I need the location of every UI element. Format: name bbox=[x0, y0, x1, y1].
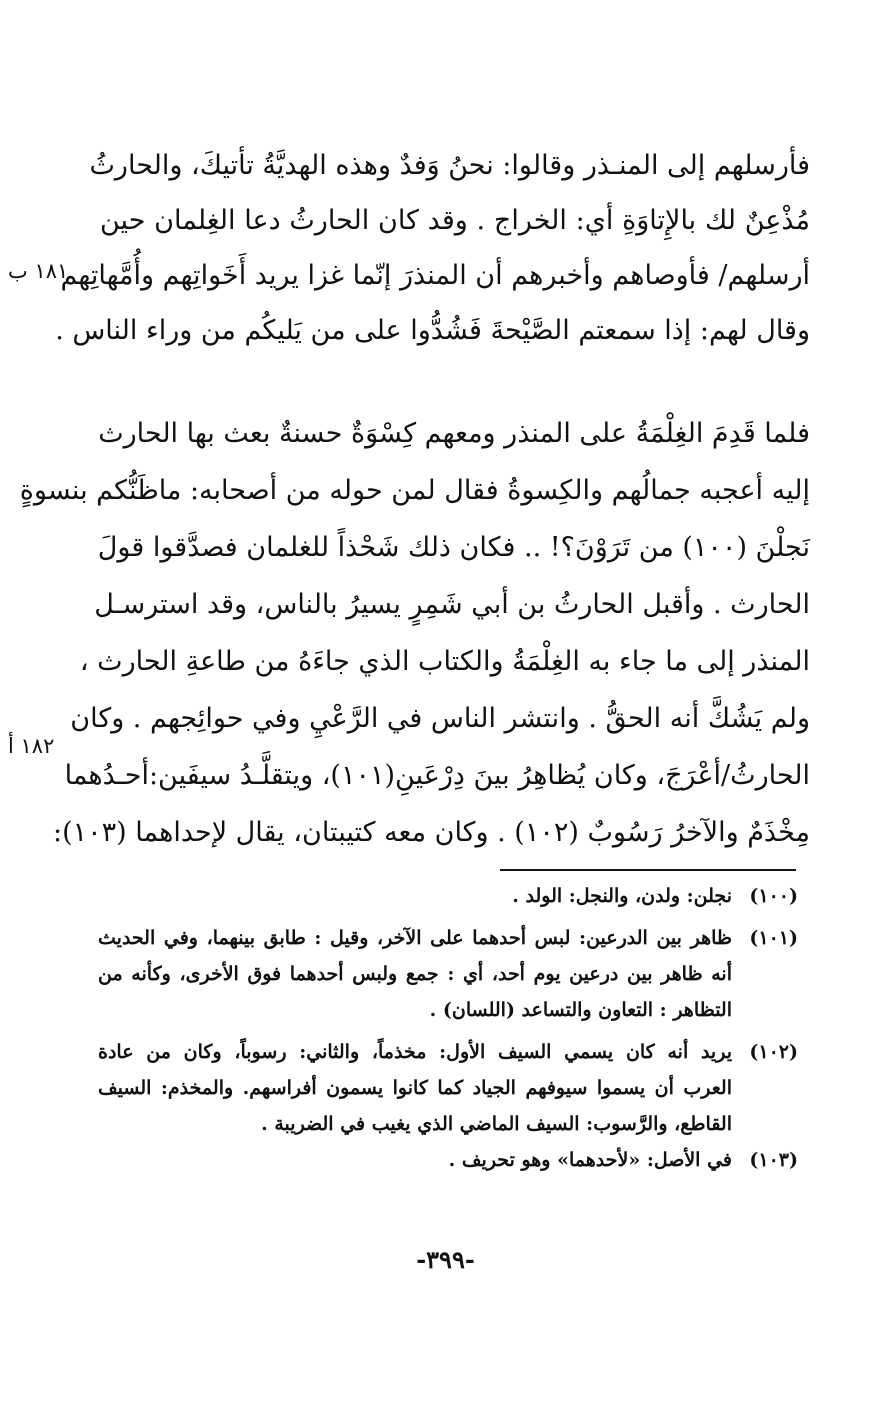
footnote-103 bbox=[98, 1142, 798, 1178]
margin-folio-note: ١٨١ ب bbox=[8, 259, 69, 283]
text-line: وقال لهم: إذا سمعتم الصَّيْحةَ فَشُدُّوا على من يَليكُم من وراء الناس . bbox=[55, 315, 810, 346]
text-line: المنذر إلى ما جاء به الغِلْمَةُ والكتاب الذي جاءَهُ من طاعةِ الحارث ، bbox=[79, 646, 810, 677]
text-line: إليه أعجبه جمالُهم والكِسوةُ فقال لمن حوله من أصحابه: ماظَنُّكم بنسوةٍ bbox=[19, 475, 810, 506]
footnote-line: في الأصل: «لأحدهما» وهو تحريف . bbox=[448, 1149, 732, 1171]
footnote-line: القاطع، والرَّسوب: السيف الماضي الذي يغيب في الضريبة . bbox=[261, 1113, 732, 1135]
text-line: أرسلهم/ فأوصاهم وأخبرهم أن المنذرَ إنّما غزا يريد أَخَواتِهم وأُمَّهاتِهم bbox=[60, 260, 810, 291]
page-number: -٣٩٩- bbox=[416, 1245, 475, 1274]
text-line: مِخْذَمٌ والآخرُ رَسُوبٌ (١٠٢) . وكان معه كتيبتان، يقال لإحداهما (١٠٣): bbox=[52, 817, 810, 848]
footnote-divider bbox=[500, 869, 796, 871]
text-line: فأرسلهم إلى المنـذر وقالوا: نحنُ وَفدٌ وهذه الهديَّةُ تأتيكَ، والحارثُ bbox=[89, 150, 810, 181]
footnote-line: يريد أنه كان يسمي السيف الأول: مخذماً، والثاني: رسوباً، وكان من عادة bbox=[98, 1041, 732, 1063]
footnote-number: (١٠٢) bbox=[749, 1041, 798, 1063]
footnote-line: العرب أن يسموا سيوفهم الجياد كما كانوا يسمون أفراسهم. والمخذم: السيف bbox=[98, 1077, 732, 1099]
text-line: الحارثُ/أعْرَجَ، وكان يُظاهِرُ بينَ دِرْعَينِ(١٠١)، ويتقلَّـدُ سيفَين:أحـدُهما bbox=[64, 760, 810, 791]
footnote-line: التظاهر : التعاون والتساعد (اللسان) . bbox=[429, 999, 732, 1021]
footnote-number: (١٠٣) bbox=[749, 1149, 798, 1171]
footnote-number: (١٠١) bbox=[749, 927, 798, 949]
footnote-line: أنه ظاهر بين درعين يوم أحد، أي : جمع ولبس أحدهما فوق الأخرى، وكأنه من bbox=[98, 963, 732, 985]
text-line: الحارث . وأقبل الحارثُ بن أبي شَمِرٍ يسيرُ بالناس، وقد استرسـل bbox=[94, 589, 810, 620]
footnotes bbox=[98, 878, 798, 1178]
margin-folio-note: ١٨٢ أ bbox=[8, 734, 55, 758]
text-line: فلما قَدِمَ الغِلْمَةُ على المنذر ومعهم كِسْوَةٌ حسنةٌ بعث بها الحارث bbox=[98, 418, 810, 449]
footnote-line: ظاهر بين الدرعين: لبس أحدهما على الآخر، وقيل : طابق بينهما، وفي الحديث bbox=[98, 927, 732, 949]
text-line: مُذْعِنٌ لك بالإِتاوَةِ أي: الخراج . وقد كان الحارثُ دعا الغِلمان حين bbox=[100, 205, 810, 236]
footnote-line: نجلن: ولدن، والنجل: الولد . bbox=[512, 885, 732, 907]
footnote-102 bbox=[98, 1034, 798, 1142]
footnote-100 bbox=[98, 878, 798, 914]
paragraph-1 bbox=[55, 138, 810, 358]
text-line: نَجلْنَ (١٠٠) من تَرَوْنَ؟! .. فكان ذلك شَحْذاً للغلمان فصدَّقوا قولَ bbox=[97, 532, 810, 563]
footnote-101 bbox=[98, 920, 798, 1028]
footnote-number: (١٠٠) bbox=[749, 885, 798, 907]
text-line: ولم يَشُكَّ أنه الحقُّ . وانتشر الناس في الرَّعْيِ وفي حوائِجهم . وكان bbox=[70, 703, 810, 734]
